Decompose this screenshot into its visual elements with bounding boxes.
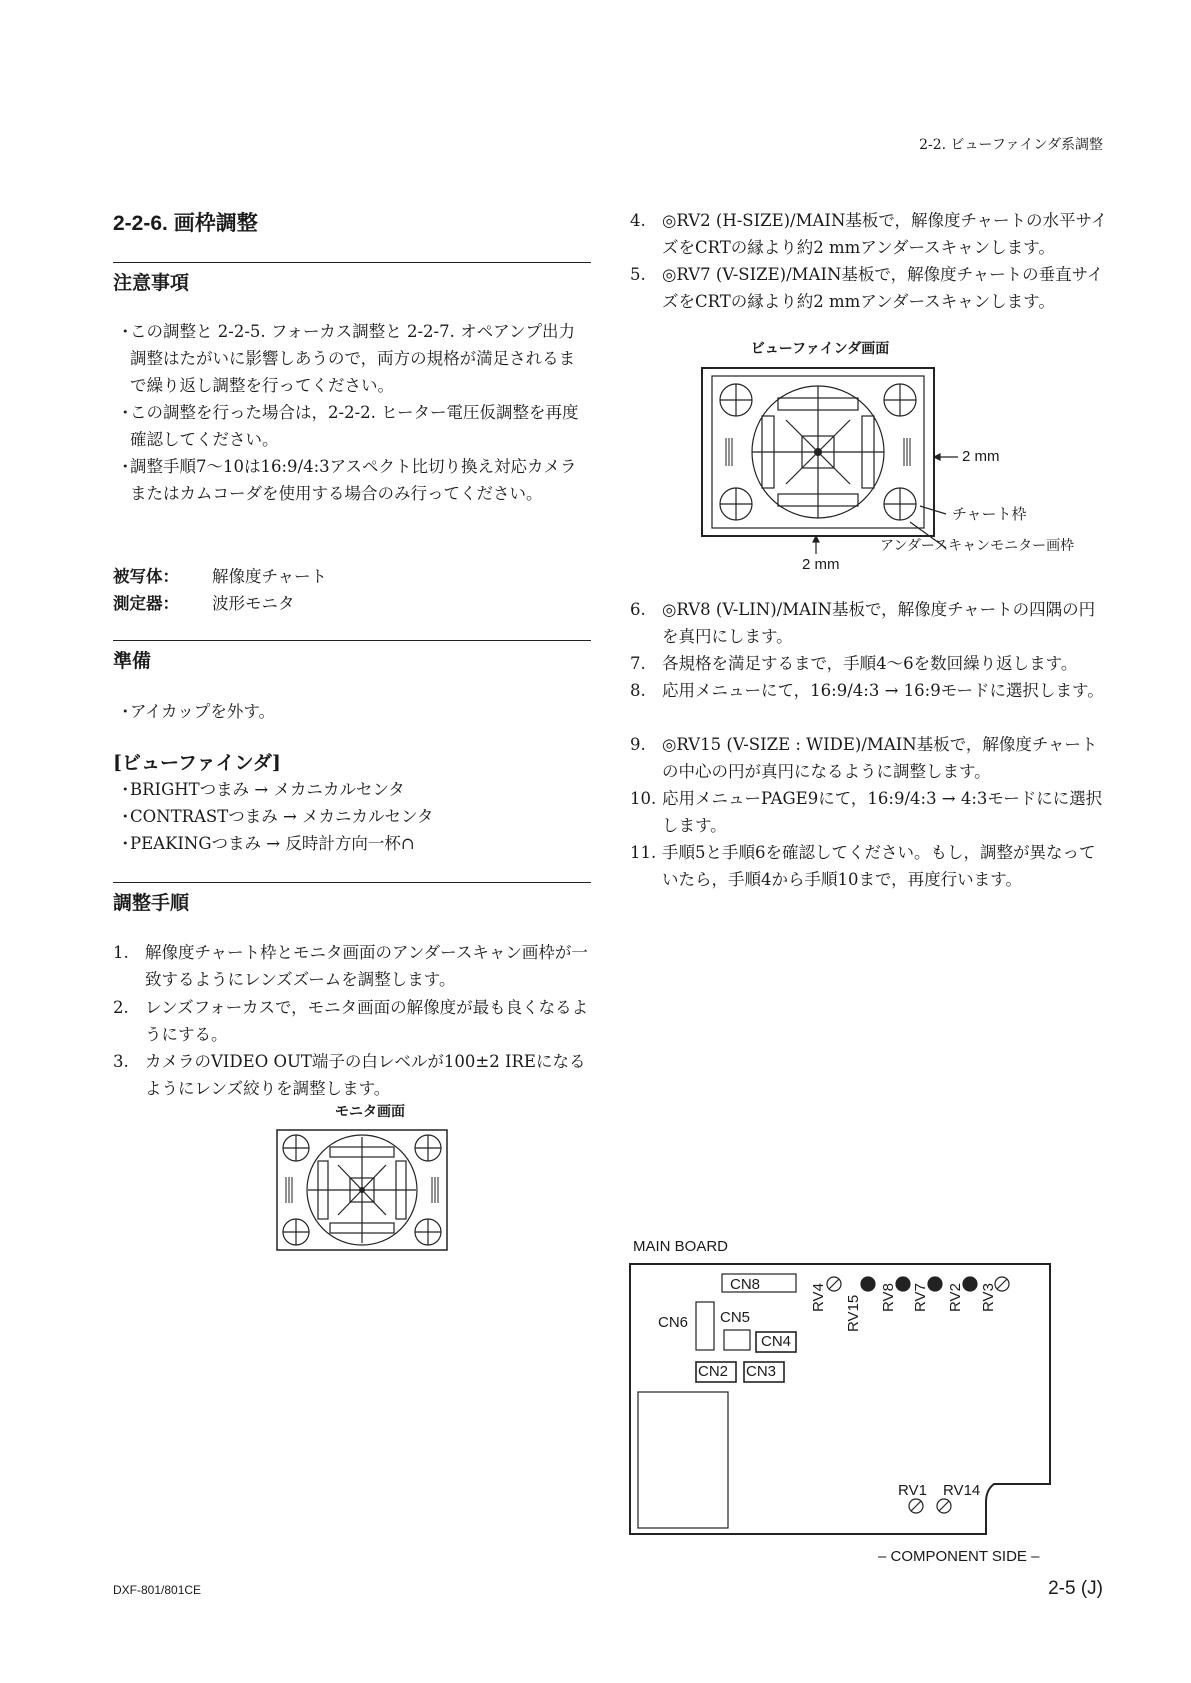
procedure-step — [630, 839, 1110, 893]
procedure-step — [630, 785, 1110, 839]
section-title: 2-2-6. 画枠調整 — [113, 212, 258, 235]
board-title: MAIN BOARD — [633, 1238, 729, 1255]
vf-item: BRIGHTつまみ → メカニカルセンタ — [130, 780, 405, 799]
instrument-value: 波形モニタ — [212, 594, 295, 613]
dimension-horizontal: 2 mm — [962, 448, 1000, 465]
running-header: 2-2. ビューファインダ系調整 — [919, 137, 1103, 153]
step-number: 4. — [630, 211, 646, 230]
rv4-label: RV4 — [810, 1283, 827, 1312]
footer-model: DXF-801/801CE — [113, 1583, 202, 1597]
prep-heading: 準備 — [113, 650, 152, 672]
step-number: 7. — [630, 654, 646, 673]
rv3-label: RV3 — [980, 1283, 997, 1312]
step-number: 3. — [113, 1052, 129, 1071]
step-number: 2. — [113, 998, 129, 1017]
underscan-label: アンダースキャンモニター画枠 — [880, 538, 1075, 554]
step-number: 6. — [630, 600, 646, 619]
divider — [113, 262, 591, 263]
procedure-heading: 調整手順 — [113, 892, 190, 914]
list-item: ・ アイカップを外す。 — [113, 698, 591, 725]
note-text: この調整を行った場合は，2-2-2. ヒーター電圧仮調整を再度確認してください。 — [130, 403, 579, 449]
list-item: ・ BRIGHTつまみ → メカニカルセンタ — [113, 776, 591, 803]
connector-cn6: CN6 — [658, 1314, 689, 1331]
step-number: 11. — [630, 843, 657, 862]
rv7-label: RV7 — [912, 1283, 929, 1312]
procedure-step — [630, 261, 1110, 315]
subject-value: 解像度チャート — [212, 567, 328, 586]
rv14-label: RV14 — [943, 1482, 981, 1499]
step-text: 応用メニューPAGE9にて，16:9/4:3 → 4:3モードにに選択します。 — [662, 789, 1103, 835]
step-text: カメラのVIDEO OUT端子の白レベルが100±2 IREになるようにレンズ絞りを調整します。 — [145, 1052, 586, 1098]
monitor-caption: モニタ画面 — [335, 1103, 405, 1119]
procedure-step — [113, 994, 591, 1048]
list-item: ・ 調整手順7～10は16:9/4:3アスペクト比切り換え対応カメラまたはカムコーダを使用する場合のみ行ってください。 — [113, 453, 591, 507]
vf-item: PEAKINGつまみ → 反時計方向一杯∩ — [130, 834, 415, 853]
step-text: ◎RV15 (V-SIZE : WIDE)/MAIN基板で，解像度チャートの中心の円が真円になるように調整します。 — [662, 735, 1098, 781]
component-side-label: – COMPONENT SIDE – — [878, 1548, 1040, 1565]
vf-item: CONTRASTつまみ → メカニカルセンタ — [130, 807, 434, 826]
rv2-label: RV2 — [947, 1283, 964, 1312]
procedure-step — [113, 1048, 591, 1102]
connector-cn2: CN2 — [698, 1363, 729, 1380]
step-text: レンズフォーカスで，モニタ画面の解像度が最も良くなるようにする。 — [145, 998, 589, 1044]
step-text: 解像度チャート枠とモニタ画面のアンダースキャン画枠が一致するようにレンズズームを調整します。 — [145, 943, 588, 989]
subject-label: 被写体： — [113, 567, 179, 586]
monitor-chart-figure — [276, 1129, 448, 1251]
step-text: 手順5と手順6を確認してください。もし，調整が異なっていたら，手順4から手順10まで，再度行います。 — [662, 843, 1096, 889]
viewfinder-caption: ビューファインダ画面 — [750, 340, 890, 356]
notes-heading: 注意事項 — [113, 272, 190, 294]
procedure-step — [630, 731, 1110, 785]
step-text: ◎RV2 (H-SIZE)/MAIN基板で，解像度チャートの水平サイズをCRTの縁より約2 mmアンダースキャンします。 — [662, 211, 1108, 257]
list-item: ・ PEAKINGつまみ → 反時計方向一杯∩ — [113, 830, 591, 857]
step-number: 5. — [630, 265, 646, 284]
step-number: 10. — [630, 789, 657, 808]
prep-text: アイカップを外す。 — [130, 702, 276, 721]
instrument-label: 測定器： — [113, 594, 179, 613]
divider — [113, 882, 591, 883]
procedure-step — [113, 939, 591, 993]
procedure-step — [630, 207, 1110, 261]
procedure-step — [630, 677, 1110, 704]
page-number: 2-5 (J) — [1048, 1578, 1103, 1599]
step-text: 応用メニューにて，16:9/4:3 → 16:9モードに選択します。 — [662, 681, 1104, 700]
connector-cn5: CN5 — [720, 1309, 751, 1326]
step-text: ◎RV8 (V-LIN)/MAIN基板で，解像度チャートの四隅の円を真円にします。 — [662, 600, 1096, 646]
divider — [113, 640, 591, 641]
step-number: 1. — [113, 943, 129, 962]
connector-cn3: CN3 — [746, 1363, 777, 1380]
procedure-step — [630, 596, 1110, 650]
dimension-vertical: 2 mm — [802, 556, 840, 573]
connector-cn4: CN4 — [761, 1333, 792, 1350]
list-item: ・ CONTRASTつまみ → メカニカルセンタ — [113, 803, 591, 830]
note-text: 調整手順7～10は16:9/4:3アスペクト比切り換え対応カメラまたはカムコーダを使用する場合のみ行ってください。 — [130, 457, 577, 503]
step-number: 8. — [630, 681, 646, 700]
list-item: ・ この調整を行った場合は，2-2-2. ヒーター電圧仮調整を再度確認してください。 — [113, 399, 591, 453]
rv8-label: RV8 — [880, 1283, 897, 1312]
rv1-label: RV1 — [898, 1482, 927, 1499]
list-item: ・ この調整と 2-2-5. フォーカス調整と 2-2-7. オペアンプ出力調整はたがいに影響しあうので，両方の規格が満足されるまで繰り返し調整を行ってください。 — [113, 318, 591, 399]
chart-frame-label: チャート枠 — [952, 505, 1027, 523]
rv15-label: RV15 — [845, 1294, 862, 1332]
step-number: 9. — [630, 735, 646, 754]
viewfinder-heading: [ビューファインダ] — [113, 752, 281, 774]
step-text: 各規格を満足するまで，手順4～6を数回繰り返します。 — [662, 654, 1078, 673]
step-text: ◎RV7 (V-SIZE)/MAIN基板で，解像度チャートの垂直サイズをCRTの縁より約2 mmアンダースキャンします。 — [662, 265, 1104, 311]
procedure-step — [630, 650, 1110, 677]
connector-cn8: CN8 — [730, 1276, 761, 1293]
note-text: この調整と 2-2-5. フォーカス調整と 2-2-7. オペアンプ出力調整はたがいに影響しあうので，両方の規格が満足されるまで繰り返し調整を行ってください。 — [130, 322, 576, 395]
